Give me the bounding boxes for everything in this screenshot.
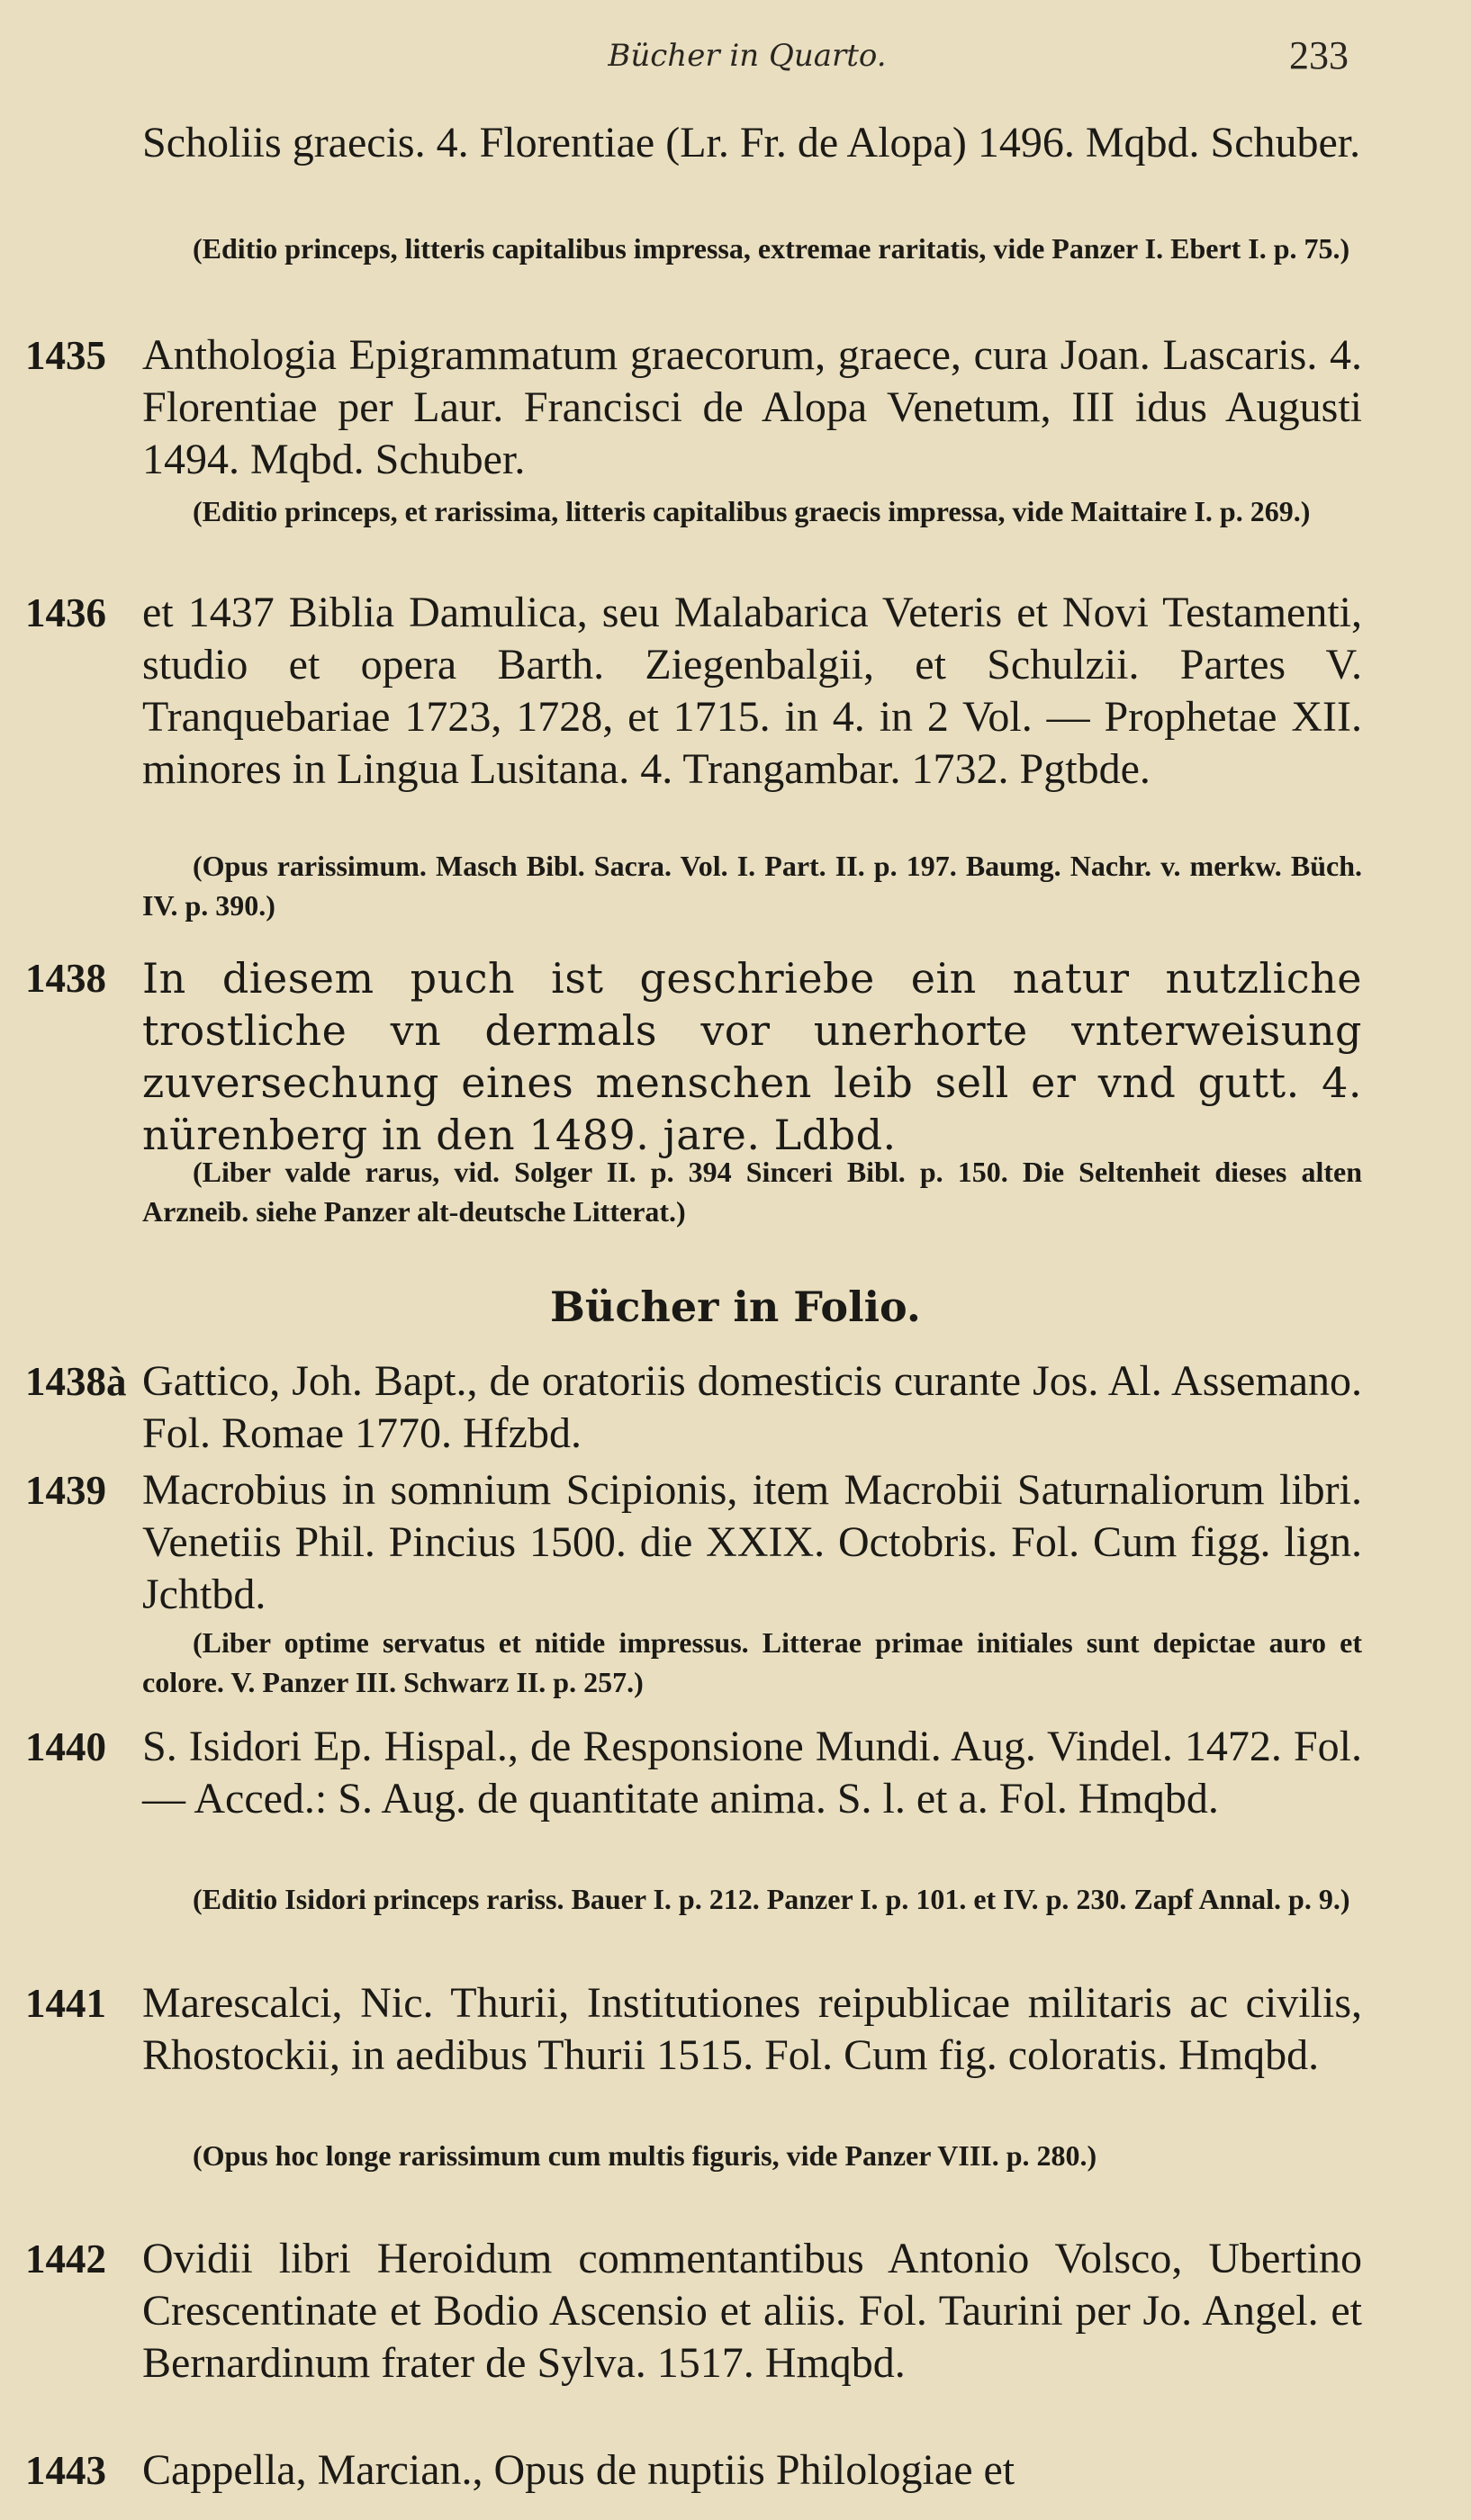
entry-text: Cappella, Marcian., Opus de nuptiis Philologiae et <box>142 2446 1015 2494</box>
entry-number: 1438 <box>25 956 106 1001</box>
section-heading: Bücher in Folio. <box>550 1282 921 1331</box>
entry-number: 1435 <box>25 333 106 378</box>
running-head <box>135 27 1359 81</box>
entry-note: (Liber optime servatus et nitide impressus. Litterae primae initiales sunt depictae auro et colore. V. Panzer III. Schwarz II. p. 257.) <box>142 1626 1362 1698</box>
entry-number: 1440 <box>25 1724 106 1769</box>
entry-note: (Liber valde rarus, vid. Solger II. p. 394 Sinceri Bibl. p. 150. Die Seltenheit dieses alten Arzneib. siehe Panzer alt-deutsche Litterat.) <box>142 1156 1362 1228</box>
entry-text: S. Isidori Ep. Hispal., de Responsione Mundi. Aug. Vindel. 1472. Fol. — Acced.: S. Aug. de quantitate anima. S. l. et a. Fol. Hmqbd. <box>142 1723 1362 1822</box>
entry-note: (Editio princeps, et rarissima, litteris capitalibus graecis impressa, vide Maittaire I. p. 269.) <box>193 495 1311 527</box>
running-head-title: Bücher in Quarto. <box>608 38 887 74</box>
entry-number: 1436 <box>25 590 106 635</box>
entry-text: Gattico, Joh. Bapt., de oratoriis domesticis curante Jos. Al. Assemano. Fol. Romae 1770. Hfzbd. <box>142 1357 1362 1457</box>
entry-text: Ovidii libri Heroidum commentantibus Antonio Volsco, Ubertino Crescentinate et Bodio Ascensio et aliis. Fol. Taurini per Jo. Angel. et Bernardinum frater de Sylva. 1517. Hmqbd. <box>142 2235 1362 2387</box>
entry-note: (Opus hoc longe rarissimum cum multis figuris, vide Panzer VIII. p. 280.) <box>193 2139 1097 2172</box>
entry-number: 1438à <box>25 1359 127 1404</box>
entry-text: Marescalci, Nic. Thurii, Institutiones reipublicae militaris ac civilis, Rhostockii, in aedibus Thurii 1515. Fol. Cum fig. coloratis. Hmqbd. <box>142 1979 1362 2079</box>
entry-text: Macrobius in somnium Scipionis, item Macrobii Saturnaliorum libri. Venetiis Phil. Pincius 1500. die XXIX. Octobris. Fol. Cum figg. lign. Jchtbd. <box>142 1466 1362 1618</box>
entry-text: et 1437 Biblia Damulica, seu Malabarica Veteris et Novi Testamenti, studio et opera Barth. Ziegenbalgii, et Schulzii. Partes V. Tranquebariae 1723, 1728, et 1715. in 4. in 2 Vol. — Prophetae XII. minores in Lingua Lusitana. 4. Trangambar. 1732. Pgtbde. <box>142 589 1362 793</box>
entry-text: Anthologia Epigrammatum graecorum, graece, cura Joan. Lascaris. 4. Florentiae per Laur. Francisci de Alopa Venetum, III idus Augusti 1494. Mqbd. Schuber. <box>142 331 1362 483</box>
entry-text: Scholiis graecis. 4. Florentiae (Lr. Fr. de Alopa) 1496. Mqbd. Schuber. <box>142 119 1361 166</box>
entry-note: (Editio princeps, litteris capitalibus impressa, extremae raritatis, vide Panzer I. Ebert I. p. 75.) <box>193 232 1350 265</box>
entry-number: 1443 <box>25 2448 106 2493</box>
entry-note: (Editio Isidori princeps rariss. Bauer I. p. 212. Panzer I. p. 101. et IV. p. 230. Zapf Annal. p. 9.) <box>193 1883 1350 1915</box>
entry-text: In diesem puch ist geschriebe ein natur nutzliche trostliche vn dermals vor unerhorte vnterweisung zuversechung eines menschen leib sell er vnd gutt. 4. nürenberg in den 1489. jare. Ldbd. <box>142 954 1362 1159</box>
entry-number: 1441 <box>25 1981 106 2026</box>
entry-number: 1439 <box>25 1468 106 1513</box>
entry-number: 1442 <box>25 2236 106 2282</box>
entry-note: (Opus rarissimum. Masch Bibl. Sacra. Vol. I. Part. II. p. 197. Baumg. Nachr. v. merkw. Büch. IV. p. 390.) <box>142 850 1362 922</box>
page-number: 233 <box>1289 33 1349 77</box>
